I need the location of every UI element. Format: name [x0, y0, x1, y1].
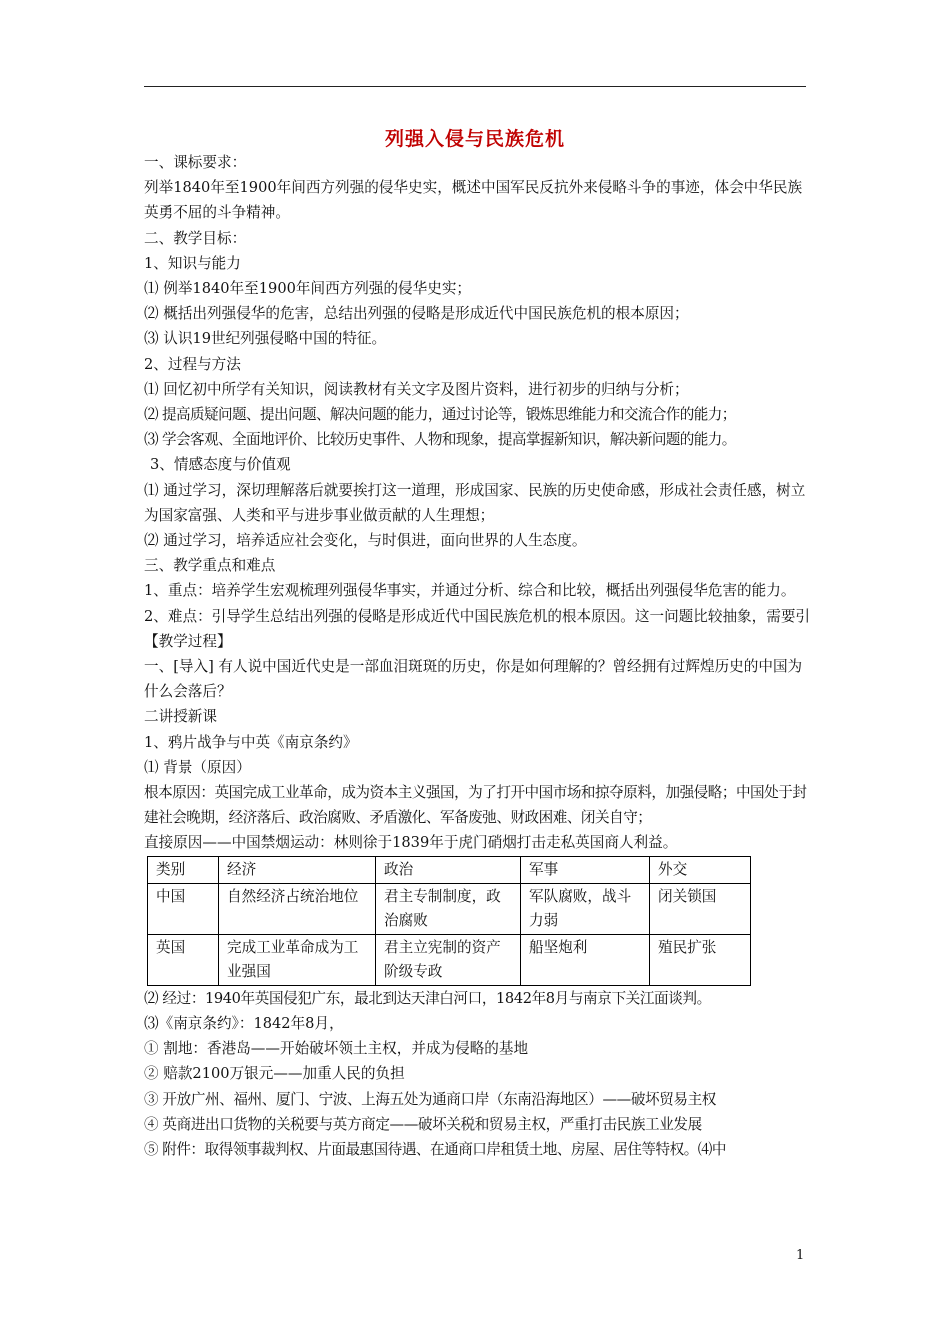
table-cell: 闭关锁国 — [650, 883, 751, 934]
paragraph: ⑵ 通过学习，培养适应社会变化，与时俱进，面向世界的人生态度。 — [144, 532, 587, 550]
table-cell: 自然经济占统治地位 — [219, 883, 376, 934]
paragraph: 2、过程与方法 — [144, 355, 241, 373]
table-cell: 君主专制制度，政治腐败 — [376, 883, 521, 934]
paragraph: ⑤ 附件：取得领事裁判权、片面最惠国待遇、在通商口岸租赁土地、房屋、居住等特权。⑷中 — [144, 1140, 726, 1158]
document-title: 列强入侵与民族危机 — [384, 128, 565, 150]
table-cell: 英国 — [148, 934, 219, 985]
table-header-cell: 政治 — [376, 856, 521, 883]
header-rule — [144, 86, 806, 87]
paragraph: ⑴ 例举1840年至1900年间西方列强的侵华史实； — [144, 280, 472, 298]
paragraph: ⑴ 通过学习，深切理解落后就要挨打这一道理，形成国家、民族的历史使命感，形成社会责任感，树立为国家富强、人类和平与进步事业做贡献的人生理想； — [144, 481, 806, 524]
paragraph: ① 割地：香港岛——开始破坏领土主权，并成为侵略的基地 — [144, 1040, 529, 1058]
paragraph: 三、教学重点和难点 — [144, 557, 276, 575]
paragraph: 1、知识与能力 — [144, 254, 241, 272]
document-body — [144, 150, 812, 1162]
paragraph: ④ 英商进出口货物的关税要与英方商定——破坏关税和贸易主权，严重打击民族工业发展 — [144, 1115, 702, 1133]
table-cell: 军队腐败，战斗力弱 — [521, 883, 650, 934]
paragraph: ⑶《南京条约》：1842年8月， — [144, 1014, 344, 1032]
paragraph: ② 赔款2100万银元——加重人民的负担 — [144, 1065, 405, 1083]
paragraph: 直接原因——中国禁烟运动：林则徐于1839年于虎门硝烟打击走私英国商人利益。 — [144, 834, 678, 852]
table-cell: 中国 — [148, 883, 219, 934]
paragraph: 1、鸦片战争与中英《南京条约》 — [144, 733, 358, 751]
paragraph: 3、情感态度与价值观 — [150, 456, 291, 474]
table-cell: 完成工业革命成为工业强国 — [219, 934, 376, 985]
paragraph: 根本原因：英国完成工业革命，成为资本主义强国，为了打开中国市场和掠夺原料，加强侵略；中国处于封建社会晚期，经济落后、政治腐败、矛盾激化、军备废弛、财政困难、闭关自守； — [144, 784, 807, 827]
comparison-table — [147, 856, 751, 986]
paragraph: ⑴ 背景（原因） — [144, 758, 251, 776]
paragraph: ⑵ 提高质疑问题、提出问题、解决问题的能力，通过讨论等，锻炼思维能力和交流合作的能力； — [144, 406, 736, 424]
table-cell: 君主立宪制的资产阶级专政 — [376, 934, 521, 985]
paragraph: ⑵ 经过：1940年英国侵犯广东，最北到达天津白河口，1842年8月与南京下关江面谈判。 — [144, 989, 711, 1007]
table-cell: 殖民扩张 — [650, 934, 751, 985]
paragraph: ⑵ 概括出列强侵华的危害，总结出列强的侵略是形成近代中国民族危机的根本原因； — [144, 305, 689, 323]
table-header-cell: 经济 — [219, 856, 376, 883]
paragraph: 2、难点：引导学生总结出列强的侵略是形成近代中国民族危机的根本原因。这一问题比较抽象，需要引 — [144, 607, 811, 625]
paragraph: ⑶ 学会客观、全面地评价、比较历史事件、人物和现象，提高掌握新知识，解决新问题的能力。 — [144, 431, 736, 449]
paragraph: 二讲授新课 — [144, 708, 217, 726]
paragraph: ⑴ 回忆初中所学有关知识，阅读教材有关文字及图片资料，进行初步的归纳与分析； — [144, 380, 689, 398]
paragraph: 二、教学目标： — [144, 229, 247, 247]
paragraph: ⑶ 认识19世纪列强侵略中国的特征。 — [144, 330, 387, 348]
table-header-cell: 类别 — [148, 856, 219, 883]
page-number: 1 — [796, 1248, 805, 1263]
paragraph: 一、[导入] 有人说中国近代史是一部血泪斑斑的历史，你是如何理解的？曾经拥有过辉煌历史的中国为什么会落后？ — [144, 658, 803, 701]
table-cell: 船坚炮利 — [521, 934, 650, 985]
paragraph: 一、课标要求： — [144, 154, 247, 171]
paragraph: ③ 开放广州、福州、厦门、宁波、上海五处为通商口岸（东南沿海地区）——破坏贸易主权 — [144, 1090, 716, 1108]
table-header-row — [148, 856, 751, 883]
table-row — [148, 883, 751, 934]
table-header-cell: 军事 — [521, 856, 650, 883]
paragraph: 列举1840年至1900年间西方列强的侵华史实，概述中国军民反抗外来侵略斗争的事迹，体会中华民族英勇不屈的斗争精神。 — [144, 179, 803, 222]
paragraph: 1、重点：培养学生宏观梳理列强侵华事实，并通过分析、综合和比较，概括出列强侵华危害的能力。 — [144, 582, 796, 600]
table-header-cell: 外交 — [650, 856, 751, 883]
paragraph: 【教学过程】 — [144, 632, 232, 650]
table-row — [148, 934, 751, 985]
